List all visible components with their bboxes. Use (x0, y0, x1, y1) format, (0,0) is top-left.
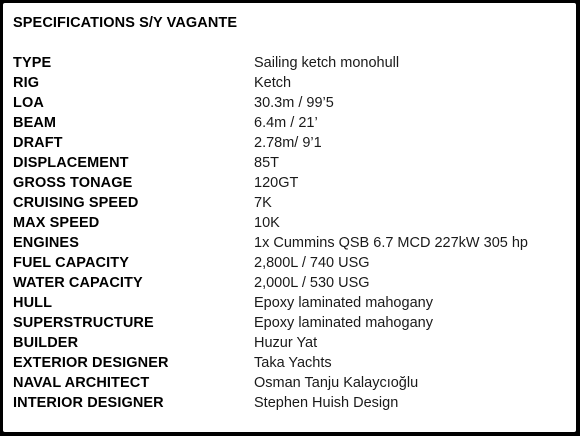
spec-value: Epoxy laminated mahogany (254, 295, 433, 311)
spec-row (13, 53, 568, 73)
spec-label: DRAFT (13, 135, 63, 151)
spec-sheet (3, 3, 576, 432)
spec-value: Huzur Yat (254, 335, 318, 351)
spec-label: ENGINES (13, 235, 79, 251)
spec-label: BUILDER (13, 335, 79, 351)
spec-row (13, 153, 568, 173)
spec-list (13, 53, 568, 413)
spec-value: 1x Cummins QSB 6.7 MCD 227kW 305 hp (254, 235, 528, 251)
spec-value: 6.4m / 21’ (254, 115, 318, 131)
spec-label: LOA (13, 95, 44, 111)
spec-label: GROSS TONAGE (13, 175, 133, 191)
spec-value: 2,800L / 740 USG (254, 255, 370, 271)
spec-value: 30.3m / 99’5 (254, 95, 334, 111)
spec-label: SUPERSTRUCTURE (13, 315, 154, 331)
spec-value: Ketch (254, 75, 292, 91)
spec-row (13, 313, 568, 333)
spec-row (13, 253, 568, 273)
spec-row (13, 193, 568, 213)
spec-label: FUEL CAPACITY (13, 255, 129, 271)
spec-row (13, 273, 568, 293)
spec-row (13, 73, 568, 93)
spec-label: BEAM (13, 115, 57, 131)
spec-row (13, 333, 568, 353)
spec-row (13, 113, 568, 133)
spec-value: Taka Yachts (254, 355, 332, 371)
spec-value: Epoxy laminated mahogany (254, 315, 433, 331)
spec-value: 85T (254, 155, 279, 171)
spec-label: CRUISING SPEED (13, 195, 139, 211)
spec-value: Sailing ketch monohull (254, 55, 400, 71)
page-title: SPECIFICATIONS S/Y VAGANTE (13, 15, 238, 31)
spec-row (13, 93, 568, 113)
spec-row (13, 393, 568, 413)
spec-value: 2,000L / 530 USG (254, 275, 370, 291)
spec-value: 7K (254, 195, 272, 211)
spec-label: INTERIOR DESIGNER (13, 395, 164, 411)
spec-label: NAVAL ARCHITECT (13, 375, 150, 391)
spec-label: MAX SPEED (13, 215, 100, 231)
spec-value: 2.78m/ 9’1 (254, 135, 322, 151)
spec-row (13, 373, 568, 393)
spec-row (13, 353, 568, 373)
spec-label: HULL (13, 295, 53, 311)
spec-value: 120GT (254, 175, 299, 191)
spec-row (13, 213, 568, 233)
spec-row (13, 233, 568, 253)
spec-row (13, 173, 568, 193)
spec-row (13, 133, 568, 153)
spec-label: DISPLACEMENT (13, 155, 129, 171)
spec-label: WATER CAPACITY (13, 275, 143, 291)
spec-label: TYPE (13, 55, 52, 71)
spec-row (13, 293, 568, 313)
spec-value: Stephen Huish Design (254, 395, 399, 411)
spec-label: RIG (13, 75, 40, 91)
spec-value: Osman Tanju Kalaycıoğlu (254, 375, 419, 391)
spec-value: 10K (254, 215, 280, 231)
spec-label: EXTERIOR DESIGNER (13, 355, 169, 371)
